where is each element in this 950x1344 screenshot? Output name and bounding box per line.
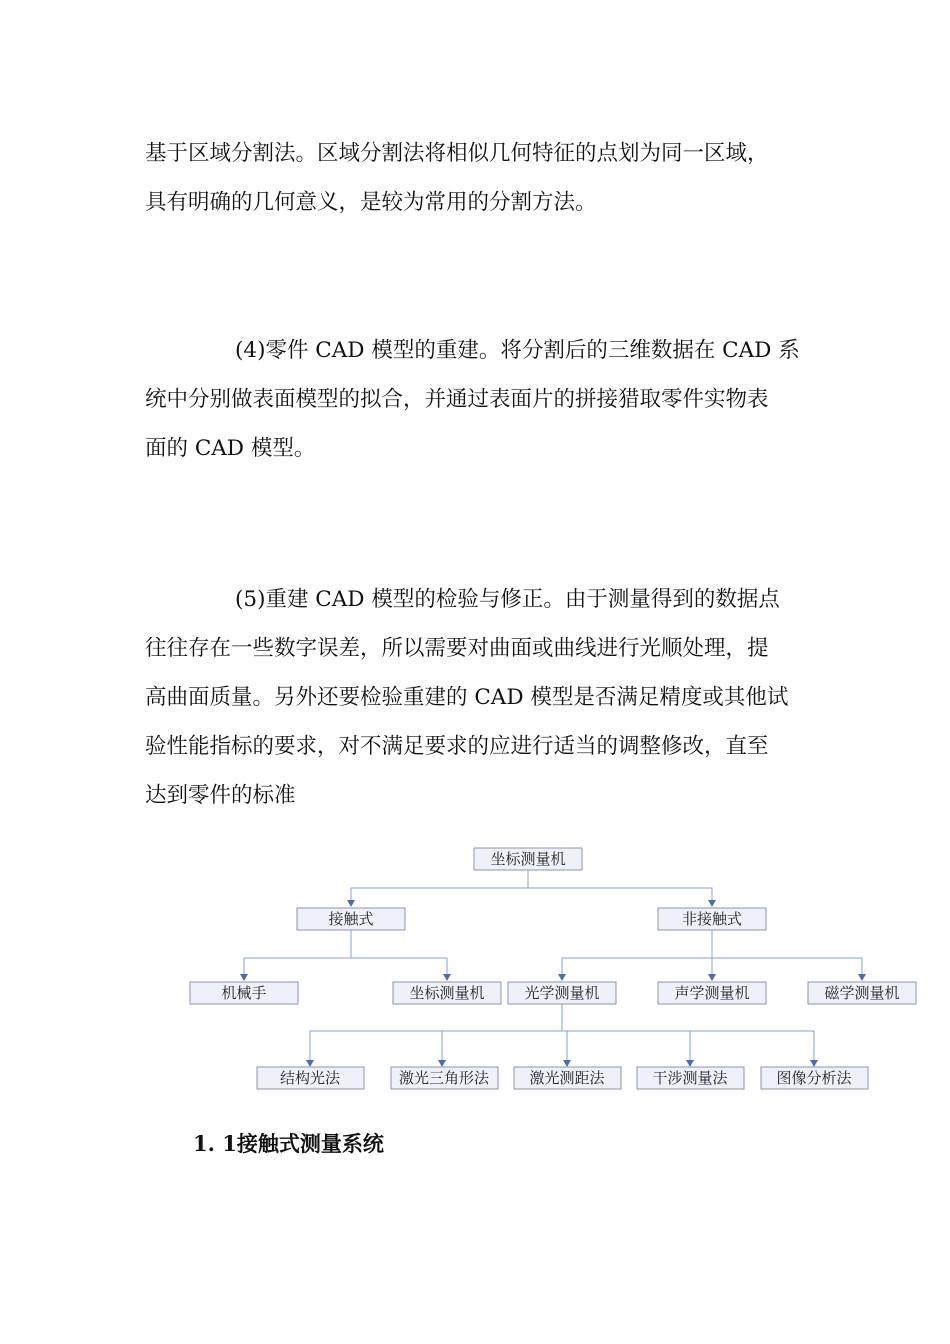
edge-noncontact-magnetic [712,958,862,980]
paragraph-region-segmentation [145,129,810,227]
node-label: 图像分析法 [776,1069,852,1087]
text-line: (4)零件 CAD 模型的重建。将分割后的三维数据在 CAD 系 [235,338,800,363]
node-label: 激光三角形法 [398,1069,490,1087]
node-label: 磁学测量机 [824,984,900,1002]
node-label: 声学测量机 [674,984,750,1002]
section-heading: 1. 1接触式测量系统 [193,1131,384,1156]
node-label: 激光测距法 [529,1069,605,1087]
node-interferometry [637,1067,744,1089]
text-line: 统中分别做表面模型的拟合，并通过表面片的拼接猎取零件实物表 [145,387,769,412]
node-label: 光学测量机 [524,984,600,1002]
edge-root-noncontact [528,888,712,906]
node-label: 坐标测量机 [490,850,566,868]
node-acoustic [658,982,766,1004]
edge-root-contact [351,870,528,906]
edge-optical-structured [310,1004,562,1066]
text-line: 基于区域分割法。区域分割法将相似几何特征的点划为同一区域， [145,141,769,166]
node-label: 坐标测量机 [409,984,485,1002]
text-line: 往往存在一些数字误差，所以需要对曲面或曲线进行光顺处理，提 [145,636,769,661]
node-label: 机械手 [221,984,267,1002]
text-line: 面的 CAD 模型。 [145,436,316,461]
paragraph-cad-reconstruction [145,326,810,473]
node-mechanical-arm [190,982,298,1004]
measurement-classification-diagram [180,840,925,1095]
node-label: 结构光法 [279,1069,341,1087]
node-structured-light [257,1067,364,1089]
text-line: 具有明确的几何意义，是较为常用的分割方法。 [145,190,597,215]
node-label: 干涉测量法 [652,1069,728,1087]
text-line: 高曲面质量。另外还要检验重建的 CAD 模型是否满足精度或其他试 [145,685,789,710]
text-line: (5)重建 CAD 模型的检验与修正。由于测量得到的数据点 [235,587,780,612]
node-laser-triangulation [391,1067,498,1089]
node-contact [297,908,405,930]
edge-contact-arm [244,930,351,980]
node-magnetic [808,982,916,1004]
text-line: 达到零件的标准 [145,783,296,808]
node-label: 非接触式 [681,910,743,928]
node-contact-cmm [393,982,501,1004]
diagram-edges [244,870,862,1066]
node-label: 接触式 [328,910,374,928]
node-image-analysis [761,1067,868,1089]
edge-noncontact-optical [562,930,712,980]
node-optical [508,982,616,1004]
text-line: 验性能指标的要求，对不满足要求的应进行适当的调整修改，直至 [145,734,769,759]
node-laser-ranging [514,1067,621,1089]
edge-contact-cmm [351,958,447,980]
paragraph-cad-verification [145,575,810,820]
node-noncontact [658,908,766,930]
node-root [474,848,582,870]
